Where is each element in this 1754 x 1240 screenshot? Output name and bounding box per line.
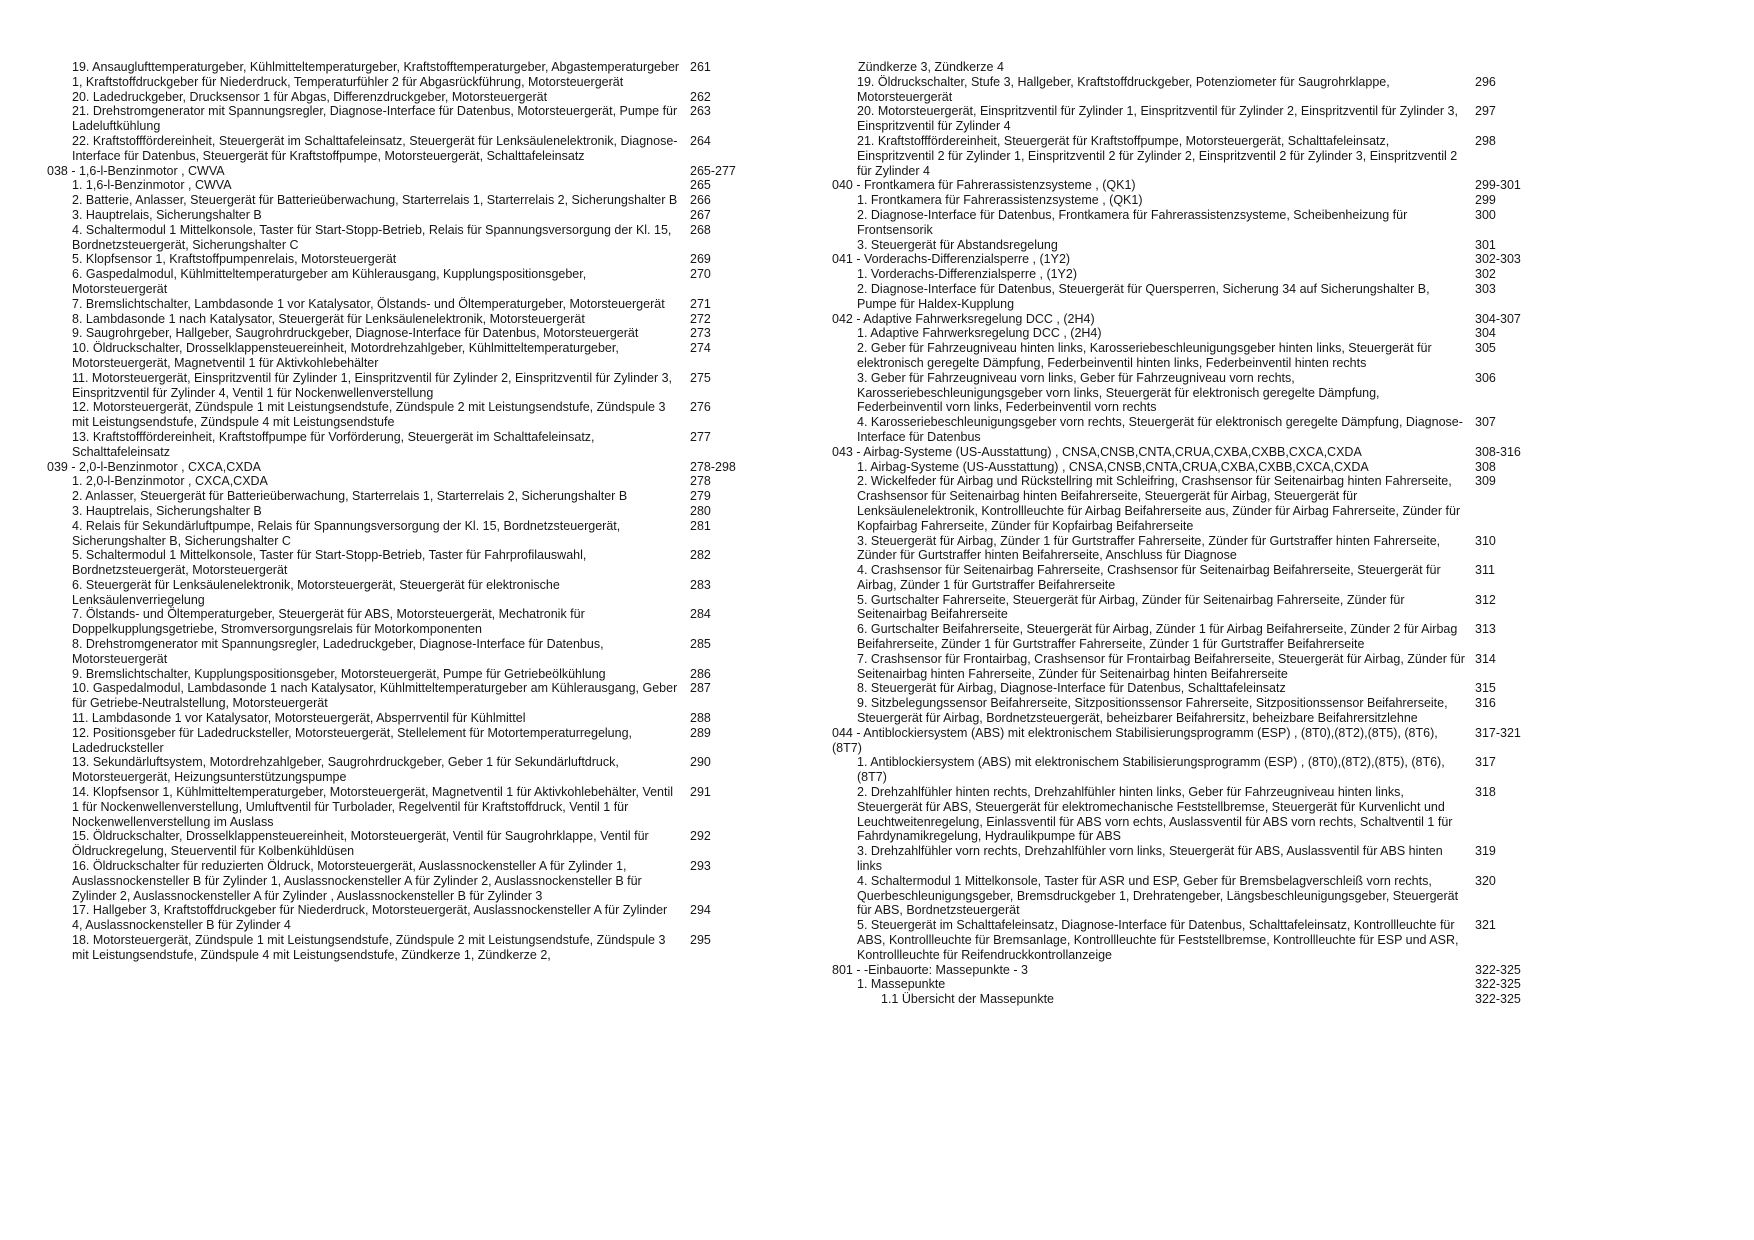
toc-entry-text: 5. Klopfsensor 1, Kraftstoffpumpenrelais, Motorsteuergerät: [72, 252, 397, 267]
toc-entry-text: 038 - 1,6-l-Benzinmotor , CWVA: [47, 163, 225, 178]
toc-entry-text: 11. Motorsteuergerät, Einspritzventil für Zylinder 1, Einspritzventil für Zylinder 2, Einspritzventil für Zylinder 3, Einspritzventil für Zylinder 4, Ventil 1 für Nockenwellenverstellung: [72, 370, 672, 400]
toc-entry-page-number: 281: [690, 518, 711, 533]
toc-entry: [832, 445, 1532, 460]
toc-entry-text: 1. Vorderachs-Differenzialsperre , (1Y2): [857, 267, 1078, 282]
toc-entry: [832, 918, 1532, 962]
toc-entry-page-number: 273: [690, 326, 711, 341]
toc-entry-page-number: 318: [1475, 785, 1496, 800]
toc-entry-page-number: 292: [690, 829, 711, 844]
toc-entry: [832, 341, 1532, 371]
toc-entry-text: 4. Relais für Sekundärluftpumpe, Relais für Spannungsversorgung der Kl. 15, Bordnetzsteuergerät, Sicherungshalter B, Sicherungshalter C: [72, 518, 621, 548]
toc-entry-text: 4. Schaltermodul 1 Mittelkonsole, Taster für Start-Stopp-Betrieb, Relais für Spannungsversorgung der Kl. 15, Bordnetzsteuergerät, Sicherungshalter C: [72, 222, 672, 252]
toc-entry-text: 8. Drehstromgenerator mit Spannungsregler, Ladedruckgeber, Diagnose-Interface für Datenbus, Motorsteuergerät: [72, 637, 604, 666]
toc-entry-page-number: 287: [690, 681, 711, 696]
toc-entry-text: 17. Hallgeber 3, Kraftstoffdruckgeber für Niederdruck, Motorsteuergerät, Auslassnockensteller A für Zylinder 4, Auslassnockensteller B für Zylinder 4: [72, 903, 668, 933]
toc-entry-text: 1. Frontkamera für Fahrerassistenzsysteme , (QK1): [857, 193, 1143, 208]
toc-entry-text: 041 - Vorderachs-Differenzialsperre , (1Y2): [832, 252, 1071, 267]
toc-entry: [832, 652, 1532, 682]
toc-entry-text: 11. Lambdasonde 1 vor Katalysator, Motorsteuergerät, Absperrventil für Kühlmittel: [72, 711, 526, 726]
toc-entry: [832, 252, 1532, 267]
toc-entry: [832, 178, 1532, 193]
toc-entry-text: 3. Steuergerät für Abstandsregelung: [857, 237, 1058, 252]
toc-entry-page-number: 265: [690, 178, 711, 193]
toc-entry: [47, 312, 747, 327]
toc-column-right: [832, 60, 1532, 1007]
toc-entry-page-number: 282: [690, 548, 711, 563]
toc-entry-text: 4. Crashsensor für Seitenairbag Fahrerseite, Crashsensor für Seitenairbag Beifahrerseite, Steuergerät für Airbag, Zünder 1 für Gurtstraffer Beifahrerseite: [857, 563, 1441, 592]
toc-entry-text: 3. Hauptrelais, Sicherungshalter B: [72, 503, 262, 518]
toc-entry-page-number: 270: [690, 267, 711, 282]
toc-entry-page-number: 288: [690, 711, 711, 726]
toc-entry: [47, 460, 747, 475]
toc-entry: [832, 326, 1532, 341]
toc-entry-text: 3. Steuergerät für Airbag, Zünder 1 für Gurtstraffer Fahrerseite, Zünder für Gurtstraffer hinten Fahrerseite, Zünder für Gurtstraffer hinten Beifahrerseite, Anschluss für Diagnose: [857, 533, 1441, 563]
toc-entry: [832, 208, 1532, 238]
toc-entry-text: 2. Wickelfeder für Airbag und Rückstellring mit Schleifring, Crashsensor für Seitenairbag hinten Fahrerseite, Crashsensor für Seitenairbag hinten Beifahrerseite, Steuergerät für Airbag, Steuergerät für Lenksäulenelektronik, Kontrollleuchte für Airbag Beifahrerseite aus, Zünder für Airbag Fahrerseite, Zünder für Kopfairbag Fahrerseite, Zünder für Kopfairbag Beifahrerseite: [857, 474, 1461, 533]
toc-entry: [47, 474, 747, 489]
toc-entry: [47, 933, 747, 963]
toc-entry-text: 3. Geber für Fahrzeugniveau vorn links, Geber für Fahrzeugniveau vorn rechts, Karosseriebeschleunigungsgeber vorn links, Steuergerät für elektronisch geregelte Dämpfung, Federbeinventil vorn links, Federbeinventil vorn rechts: [857, 370, 1380, 415]
toc-entry-text: 22. Kraftstofffördereinheit, Steuergerät im Schalttafeleinsatz, Steuergerät für Lenksäulenelektronik, Diagnose-Interface für Datenbus, Steuergerät für Kraftstoffpumpe, Motorsteuergerät, Schalttafeleinsatz: [72, 133, 678, 163]
toc-entry-text: 12. Motorsteuergerät, Zündspule 1 mit Leistungsendstufe, Zündspule 2 mit Leistungsendstufe, Zündspule 3 mit Leistungsendstufe, Zündspule 4 mit Leistungsendstufe: [72, 400, 666, 430]
toc-entry-page-number: 279: [690, 489, 711, 504]
toc-entry: [832, 134, 1532, 178]
toc-entry-text: 10. Gaspedalmodul, Lambdasonde 1 nach Katalysator, Kühlmitteltemperaturgeber am Kühlerausgang, Geber für Getriebe-Neutralstellung, Motorsteuergerät: [72, 681, 678, 711]
toc-entry-text: 044 - Antiblockiersystem (ABS) mit elektronischem Stabilisierungsprogramm (ESP) , (8T0),(8T2),(8T5), (8T6),(8T7): [832, 725, 1438, 755]
toc-entry: [47, 519, 747, 549]
toc-entry-text: Zündkerze 3, Zündkerze 4: [858, 60, 1004, 74]
toc-entry-page-number: 296: [1475, 74, 1496, 89]
toc-entry-page-number: 300: [1475, 207, 1496, 222]
toc-entry-page-number: 291: [690, 785, 711, 800]
toc-entry-page-number: 283: [690, 577, 711, 592]
toc-entry-text: 7. Ölstands- und Öltemperaturgeber, Steuergerät für ABS, Motorsteuergerät, Mechatronik für Doppelkupplungsgetriebe, Stromversorgungsrelais für Motorkomponenten: [72, 607, 585, 637]
toc-entry-text: 14. Klopfsensor 1, Kühlmitteltemperaturgeber, Motorsteuergerät, Magnetventil 1 für Aktivkohlebehälter, Ventil 1 für Nockenwellenverstellung, Umluftventil für Turbolader, Regelventil für Kraftstoffdruck, Ventil 1 für Nockenwellenverstellung im Auslass: [72, 785, 674, 829]
toc-entry: [47, 711, 747, 726]
toc-entry-page-number: 304: [1475, 326, 1496, 341]
toc-entry: [832, 622, 1532, 652]
toc-entry-text: 3. Hauptrelais, Sicherungshalter B: [72, 207, 262, 222]
toc-entry-text: 043 - Airbag-Systeme (US-Ausstattung) , CNSA,CNSB,CNTA,CRUA,CXBA,CXBB,CXCA,CXDA: [832, 444, 1362, 459]
toc-entry: [47, 178, 747, 193]
toc-entry: [47, 193, 747, 208]
toc-entry: [832, 785, 1532, 844]
toc-entry-text: 15. Öldruckschalter, Drosselklappensteuereinheit, Motorsteuergerät, Ventil für Saugrohrklappe, Ventil für Öldruckregelung, Steuerventil für Kolbenkühldüsen: [72, 829, 649, 859]
toc-entry-text: 042 - Adaptive Fahrwerksregelung DCC , (2H4): [832, 311, 1095, 326]
toc-entry-text: 4. Schaltermodul 1 Mittelkonsole, Taster für ASR und ESP, Geber für Bremsbelagverschleiß vorn rechts, Querbeschleunigungsgeber, Bremsdruckgeber 1, Drehratengeber, Längsbeschleunigungsgeber, Steuergerät für ABS, Bordnetzsteuergerät: [857, 873, 1459, 918]
toc-entry-page-number: 317: [1475, 755, 1496, 770]
toc-entry: [832, 593, 1532, 623]
toc-entry-page-number: 298: [1475, 133, 1496, 148]
toc-entry-text: 5. Steuergerät im Schalttafeleinsatz, Diagnose-Interface für Datenbus, Schalttafeleinsatz, Kontrollleuchte für ABS, Kontrollleuchte für Bremsanlage, Kontrollleuchte für Feststellbremse, Kontrollleuchte für ESP und ASR, Kontrollleuchte für Reifendruckkontrollanzeige: [857, 918, 1459, 962]
toc-entry-text: 039 - 2,0-l-Benzinmotor , CXCA,CXDA: [47, 459, 261, 474]
toc-entry: [47, 208, 747, 223]
toc-entry-text: 1. 1,6-l-Benzinmotor , CWVA: [72, 178, 232, 193]
toc-entry: [832, 282, 1532, 312]
toc-entry-text: 20. Motorsteuergerät, Einspritzventil für Zylinder 1, Einspritzventil für Zylinder 2, Einspritzventil für Zylinder 3, Einspritzventil für Zylinder 4: [857, 104, 1458, 134]
toc-entry-text: 1. Adaptive Fahrwerksregelung DCC , (2H4): [857, 326, 1102, 341]
toc-entry-text: 19. Ansauglufttemperaturgeber, Kühlmitteltemperaturgeber, Kraftstofftemperaturgeber, Abgastemperaturgeber 1, Kraftstoffdruckgeber für Niederdruck, Temperaturfühler 2 für Abgasrückführung, Motorsteuergerät: [72, 60, 680, 89]
toc-entry: [47, 667, 747, 682]
toc-entry-page-number: 294: [690, 903, 711, 918]
toc-entry: [832, 534, 1532, 564]
toc-entry: [47, 903, 747, 933]
toc-entry: [47, 326, 747, 341]
toc-entry: [832, 75, 1532, 105]
toc-entry: [47, 430, 747, 460]
toc-entry-page-number: 302: [1475, 267, 1496, 282]
toc-entry: [47, 267, 747, 297]
toc-entry: [832, 267, 1532, 282]
toc-entry-page-number: 269: [690, 252, 711, 267]
toc-entry-page-number: 285: [690, 637, 711, 652]
toc-entry: [832, 696, 1532, 726]
toc-entry-page-number: 276: [690, 400, 711, 415]
toc-entry-text: 12. Positionsgeber für Ladedrucksteller, Motorsteuergerät, Stellelement für Motortemperaturregelung, Ladedrucksteller: [72, 725, 633, 755]
toc-entry: [832, 681, 1532, 696]
toc-entry-page-number: 274: [690, 341, 711, 356]
toc-entry: [47, 400, 747, 430]
toc-entry-page-number: 310: [1475, 533, 1496, 548]
toc-entry-text: 13. Sekundärluftsystem, Motordrehzahlgeber, Saugrohrdruckgeber, Geber 1 für Sekundärluftdruck, Motorsteuergerät, Heizungsunterstützungspumpe: [72, 755, 619, 785]
toc-entry-text: 2. Diagnose-Interface für Datenbus, Steuergerät für Quersperren, Sicherung 34 auf Sicherungshalter B, Pumpe für Haldex-Kupplung: [857, 281, 1430, 311]
toc-entry-page-number: 262: [690, 89, 711, 104]
toc-entry-text: 9. Bremslichtschalter, Kupplungspositionsgeber, Motorsteuergerät, Pumpe für Getriebeölkühlung: [72, 666, 606, 681]
toc-entry-page-number: 308-316: [1475, 444, 1521, 459]
toc-entry-page-number: 308: [1475, 459, 1496, 474]
toc-entry: [47, 755, 747, 785]
toc-entry: [832, 415, 1532, 445]
toc-entry-page-number: 315: [1475, 681, 1496, 696]
toc-entry-text: 801 - -Einbauorte: Massepunkte - 3: [832, 962, 1028, 977]
toc-entry-text: 7. Bremslichtschalter, Lambdasonde 1 vor Katalysator, Ölstands- und Öltemperaturgeber, Motorsteuergerät: [72, 296, 665, 311]
toc-entry: [832, 238, 1532, 253]
toc-entry-page-number: 322-325: [1475, 962, 1521, 977]
toc-entry-page-number: 265-277: [690, 163, 736, 178]
toc-entry-text: 6. Gaspedalmodul, Kühlmitteltemperaturgeber am Kühlerausgang, Kupplungspositionsgeber, Motorsteuergerät: [72, 267, 587, 296]
toc-entry: [47, 859, 747, 903]
toc-entry-page-number: 268: [690, 222, 711, 237]
toc-entry: [47, 578, 747, 608]
toc-entry-page-number: 266: [690, 193, 711, 208]
toc-entry-text: 2. Batterie, Anlasser, Steuergerät für Batterieüberwachung, Starterrelais 1, Starterrelais 2, Sicherungshalter B: [72, 193, 678, 208]
toc-entry-page-number: 271: [690, 296, 711, 311]
toc-entry-text: 1. Antiblockiersystem (ABS) mit elektronischem Stabilisierungsprogramm (ESP) , (8T0),(8T2),(8T5), (8T6),(8T7): [857, 755, 1445, 785]
toc-entry-page-number: 320: [1475, 873, 1496, 888]
toc-entry-page-number: 307: [1475, 415, 1496, 430]
toc-entry-page-number: 295: [690, 933, 711, 948]
toc-entry-text: 19. Öldruckschalter, Stufe 3, Hallgeber, Kraftstoffdruckgeber, Potenziometer für Saugrohrklappe, Motorsteuergerät: [857, 74, 1390, 104]
toc-entry-page-number: 305: [1475, 341, 1496, 356]
toc-entry-text: 2. Geber für Fahrzeugniveau hinten links, Karosseriebeschleunigungsgeber hinten links, Steuergerät für elektronisch geregelte Dämpfung, Federbeinventil hinten links, Federbeinventil hinten rechts: [857, 341, 1432, 370]
toc-entry-page-number: 316: [1475, 696, 1496, 711]
toc-entry-page-number: 302-303: [1475, 252, 1521, 267]
toc-entry: [47, 134, 747, 164]
toc-entry-text: 7. Crashsensor für Frontairbag, Crashsensor für Frontairbag Beifahrerseite, Steuergerät für Airbag, Zünder für Seitenairbag hinten Fahrerseite, Zünder für Seitenairbag hinten Beifahrerseite: [857, 651, 1465, 681]
toc-entry-text: 2. Anlasser, Steuergerät für Batterieüberwachung, Starterrelais 1, Starterrelais 2, Sicherungshalter B: [72, 489, 628, 504]
toc-entry: [47, 785, 747, 829]
toc-entry: [47, 504, 747, 519]
toc-entry: [832, 844, 1532, 874]
toc-entry: [832, 193, 1532, 208]
toc-entry-text: 2. Diagnose-Interface für Datenbus, Frontkamera für Fahrerassistenzsysteme, Scheibenheizung für Frontsensorik: [857, 207, 1408, 237]
toc-entry-page-number: 321: [1475, 918, 1496, 933]
toc-entry: [832, 474, 1532, 533]
toc-entry-page-number: 313: [1475, 622, 1496, 637]
toc-entry-page-number: 263: [690, 104, 711, 119]
toc-entry: [832, 726, 1532, 756]
toc-entry: [47, 607, 747, 637]
toc-entry-text: 4. Karosseriebeschleunigungsgeber vorn rechts, Steuergerät für elektronisch geregelte Dämpfung, Diagnose-Interface für Datenbus: [857, 415, 1463, 444]
toc-entry-text: 18. Motorsteuergerät, Zündspule 1 mit Leistungsendstufe, Zündspule 2 mit Leistungsendstufe, Zündspule 3 mit Leistungsendstufe, Zündspule 4 mit Leistungsendstufe, Zündkerze 1, Zündkerze 2,: [72, 933, 666, 962]
toc-entry-text: 21. Kraftstofffördereinheit, Steuergerät für Kraftstoffpumpe, Motorsteuergerät, Schalttafeleinsatz, Einspritzventil 2 für Zylinder 1, Einspritzventil 2 für Zylinder 2, Einspritzventil 2 für Zylinder 3, Einspritzventil 2 für Zylinder 4: [857, 133, 1458, 178]
toc-entry: [47, 104, 747, 134]
toc-entry-page-number: 267: [690, 207, 711, 222]
toc-entry-page-number: 314: [1475, 651, 1496, 666]
toc-entry: [832, 60, 1532, 75]
toc-entry: [47, 341, 747, 371]
toc-entry-page-number: 303: [1475, 281, 1496, 296]
toc-entry: [47, 548, 747, 578]
toc-entry: [47, 371, 747, 401]
toc-entry: [47, 829, 747, 859]
toc-entry: [832, 104, 1532, 134]
toc-entry-page-number: 261: [690, 60, 711, 74]
toc-entry-text: 16. Öldruckschalter für reduzierten Öldruck, Motorsteuergerät, Auslassnockensteller A für Zylinder 1, Auslassnockensteller B für Zylinder 1, Auslassnockensteller A für Zylinder 2, Auslassnockensteller B für Zylinder 2, Auslassnockensteller A für Zylinder , Auslassnockensteller B für Zylinder 3: [72, 859, 642, 903]
toc-entry-page-number: 304-307: [1475, 311, 1521, 326]
toc-entry: [832, 992, 1532, 1007]
toc-entry-page-number: 293: [690, 859, 711, 874]
toc-entry-page-number: 286: [690, 666, 711, 681]
toc-entry-text: 8. Lambdasonde 1 nach Katalysator, Steuergerät für Lenksäulenelektronik, Motorsteuergerät: [72, 311, 585, 326]
toc-entry: [832, 563, 1532, 593]
toc-entry-text: 9. Sitzbelegungssensor Beifahrerseite, Sitzpositionssensor Fahrerseite, Sitzpositionssensor Beifahrerseite, Steuergerät für Airbag, Bordnetzsteuergerät, beheizbarer Beifahrersitz, beheizbare Beifahrersitzlehne: [857, 696, 1448, 726]
toc-entry-text: 1. Airbag-Systeme (US-Ausstattung) , CNSA,CNSB,CNTA,CRUA,CXBA,CXBB,CXCA,CXDA: [857, 459, 1369, 474]
toc-entry-text: 21. Drehstromgenerator mit Spannungsregler, Diagnose-Interface für Datenbus, Motorsteuergerät, Pumpe für Ladeluftkühlung: [72, 104, 678, 134]
toc-column-left: [47, 60, 747, 963]
toc-entry-page-number: 312: [1475, 592, 1496, 607]
toc-entry-text: 20. Ladedruckgeber, Drucksensor 1 für Abgas, Differenzdruckgeber, Motorsteuergerät: [72, 89, 548, 104]
toc-entry-page-number: 278: [690, 474, 711, 489]
toc-entry: [47, 297, 747, 312]
toc-entry-page-number: 317-321: [1475, 725, 1521, 740]
toc-entry-page-number: 272: [690, 311, 711, 326]
toc-entry: [47, 164, 747, 179]
toc-entry-page-number: 275: [690, 370, 711, 385]
toc-entry: [832, 371, 1532, 415]
toc-entry-text: 6. Steuergerät für Lenksäulenelektronik, Motorsteuergerät, Steuergerät für elektronische Lenksäulenverriegelung: [72, 577, 560, 607]
toc-entry: [832, 460, 1532, 475]
toc-entry-page-number: 299-301: [1475, 178, 1521, 193]
toc-entry-text: 040 - Frontkamera für Fahrerassistenzsysteme , (QK1): [832, 178, 1136, 193]
toc-entry-text: 9. Saugrohrgeber, Hallgeber, Saugrohrdruckgeber, Diagnose-Interface für Datenbus, Motorsteuergerät: [72, 326, 639, 341]
toc-entry: [47, 681, 747, 711]
toc-entry: [832, 755, 1532, 785]
toc-entry-text: 10. Öldruckschalter, Drosselklappensteuereinheit, Motordrehzahlgeber, Kühlmitteltemperaturgeber, Motorsteuergerät, Magnetventil 1 für Aktivkohlebehälter: [72, 341, 619, 370]
toc-entry-page-number: 289: [690, 725, 711, 740]
toc-entry-text: 1.1 Übersicht der Massepunkte: [881, 992, 1055, 1007]
toc-entry-text: 8. Steuergerät für Airbag, Diagnose-Interface für Datenbus, Schalttafeleinsatz: [857, 681, 1286, 696]
toc-entry-page-number: 278-298: [690, 459, 736, 474]
toc-entry-page-number: 309: [1475, 474, 1496, 489]
toc-entry-page-number: 297: [1475, 104, 1496, 119]
toc-entry: [47, 489, 747, 504]
toc-entry: [47, 223, 747, 253]
toc-entry: [832, 312, 1532, 327]
toc-entry: [832, 977, 1532, 992]
toc-entry: [47, 252, 747, 267]
toc-entry-text: 6. Gurtschalter Beifahrerseite, Steuergerät für Airbag, Zünder 1 für Airbag Beifahrerseite, Zünder 2 für Airbag Beifahrerseite, Zünder 1 für Gurtstraffer Fahrerseite, Zünder 1 für Gurtstraffer Beifahrerseite: [857, 622, 1458, 652]
toc-entry-text: 5. Schaltermodul 1 Mittelkonsole, Taster für Start-Stopp-Betrieb, Taster für Fahrprofilauswahl, Bordnetzsteuergerät, Motorsteuergerät: [72, 548, 587, 578]
toc-entry-page-number: 319: [1475, 844, 1496, 859]
toc-entry-text: 13. Kraftstofffördereinheit, Kraftstoffpumpe für Vorförderung, Steuergerät im Schalttafeleinsatz, Schalttafeleinsatz: [72, 429, 595, 459]
toc-entry-page-number: 299: [1475, 193, 1496, 208]
toc-entry-page-number: 284: [690, 607, 711, 622]
toc-entry-text: 2. Drehzahlfühler hinten rechts, Drehzahlfühler hinten links, Geber für Fahrzeugniveau hinten links, Steuergerät für ABS, Steuergerät für elektromechanische Feststellbremse, Steuergerät für Kurvenlicht und Leuchtweitenregelung, Einlassventil für ABS vorn echts, Auslassventil für ABS vorn rechts, Schaltventil 1 für Fahrdynamikregelung, Hydraulikpumpe für ABS: [857, 785, 1453, 844]
toc-entry-page-number: 322-325: [1475, 992, 1521, 1007]
toc-entry: [47, 60, 747, 90]
toc-entry-page-number: 290: [690, 755, 711, 770]
toc-entry: [47, 90, 747, 105]
toc-entry-text: 1. Massepunkte: [857, 977, 946, 992]
toc-entry: [47, 637, 747, 667]
toc-entry-text: 5. Gurtschalter Fahrerseite, Steuergerät für Airbag, Zünder für Seitenairbag Fahrerseite, Zünder für Seitenairbag Beifahrerseite: [857, 592, 1405, 622]
toc-entry-page-number: 306: [1475, 370, 1496, 385]
toc-entry-page-number: 322-325: [1475, 977, 1521, 992]
toc-entry: [832, 874, 1532, 918]
toc-entry-page-number: 277: [690, 429, 711, 444]
toc-entry: [832, 963, 1532, 978]
toc-entry-page-number: 301: [1475, 237, 1496, 252]
toc-entry-page-number: 311: [1475, 563, 1495, 578]
toc-entry-page-number: 264: [690, 133, 711, 148]
toc-entry-text: 1. 2,0-l-Benzinmotor , CXCA,CXDA: [72, 474, 268, 489]
toc-entry-page-number: 280: [690, 503, 711, 518]
toc-entry-text: 3. Drehzahlfühler vorn rechts, Drehzahlfühler vorn links, Steuergerät für ABS, Auslassventil für ABS hinten links: [857, 844, 1443, 874]
toc-entry: [47, 726, 747, 756]
